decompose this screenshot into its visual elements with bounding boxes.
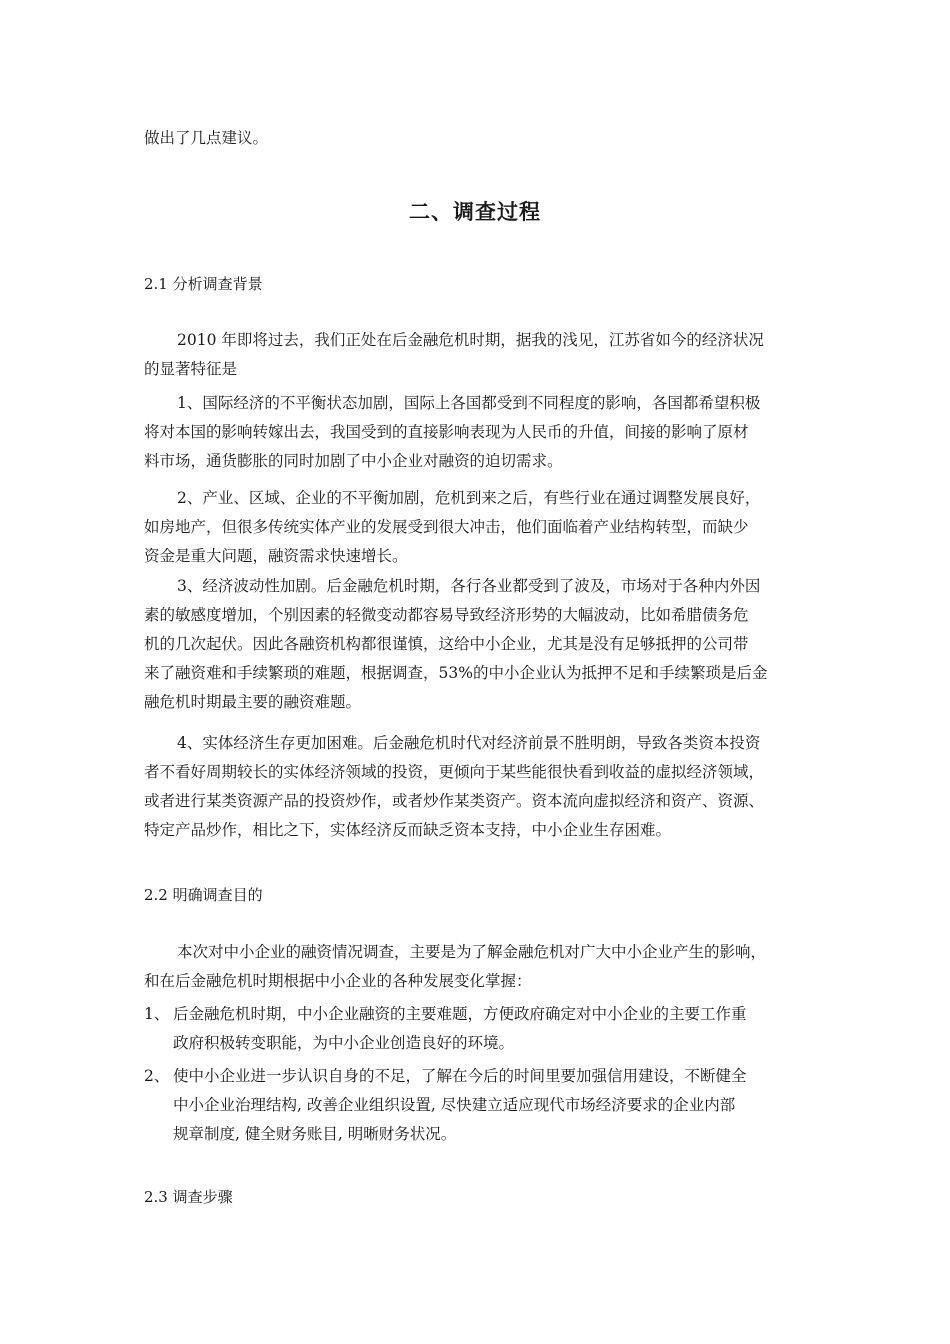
paragraph-line: 使中小企业进一步认识自身的不足，了解在今后的时间里要加强信用建设，不断健全: [173, 1067, 747, 1085]
paragraph-line: 料市场，通货膨胀的同时加剧了中小企业对融资的迫切需求。: [144, 452, 563, 470]
paragraph-line: 或者进行某类资源产品的投资炒作，或者炒作某类资产。资本流向虚拟经济和资产、资源、: [144, 792, 765, 810]
paragraph-line: 后金融危机时期，中小企业融资的主要难题，方便政府确定对中小企业的主要工作重: [173, 1005, 747, 1023]
background-point-4: [144, 729, 820, 845]
list-marker: 2、: [144, 1067, 170, 1085]
list-item: [144, 1062, 820, 1149]
paragraph-line: 2010 年即将过去，我们正处在后金融危机时期，据我的浅见，江苏省如今的经济状况: [177, 331, 764, 349]
background-point-3: [144, 572, 820, 717]
paragraph-line: 规章制度, 健全财务账目, 明晰财务状况。: [173, 1125, 457, 1143]
paragraph-line: 机的几次起伏。因此各融资机构都很谨慎，这给中小企业，尤其是没有足够抵押的公司带: [144, 635, 749, 653]
paragraph-line: 特定产品炒作，相比之下，实体经济反而缺乏资本支持，中小企业生存困难。: [144, 821, 672, 839]
paragraph-line: 2、产业、区域、企业的不平衡加剧，危机到来之后，有些行业在通过调整发展良好，: [177, 489, 761, 507]
subsection-label-2-3: 2.3 调查步骤: [144, 1188, 233, 1206]
paragraph-line: 的显著特征是: [144, 360, 238, 378]
section-title: 二、调查过程: [409, 200, 541, 224]
paragraph-line: 和在后金融危机时期根据中小企业的各种发展变化掌握：: [144, 972, 532, 990]
paragraph-line: 4、实体经济生存更加困难。后金融危机时代对经济前景不胜明朗，导致各类资本投资: [177, 734, 761, 752]
paragraph-line: 融危机时期最主要的融资难题。: [144, 693, 362, 711]
paragraph-line: 3、经济波动性加剧。后金融危机时期，各行各业都受到了波及，市场对于各种内外因: [177, 577, 761, 595]
subsection-label-2-2: 2.2 明确调查目的: [144, 886, 263, 904]
intro-tail-text: 做出了几点建议。: [144, 129, 269, 147]
paragraph-line: 者不看好周期较长的实体经济领域的投资，更倾向于某些能很快看到收益的虚拟经济领域，: [144, 763, 765, 781]
background-point-2: [144, 484, 820, 571]
background-point-1: [144, 389, 820, 476]
paragraph-line: 资金是重大问题，融资需求快速增长。: [144, 547, 408, 565]
paragraph-line: 如房地产，但很多传统实体产业的发展受到很大冲击，他们面临着产业结构转型，而缺少: [144, 518, 749, 536]
paragraph-line: 1、国际经济的不平衡状态加剧，国际上各国都受到不同程度的影响，各国都希望积极: [177, 394, 761, 412]
subsection-label-2-1: 2.1 分析调查背景: [144, 275, 263, 293]
paragraph-line: 素的敏感度增加，个别因素的轻微变动都容易导致经济形势的大幅波动，比如希腊债务危: [144, 606, 749, 624]
purpose-list: [144, 1000, 820, 1149]
list-marker: 1、: [144, 1005, 170, 1023]
paragraph-line: 将对本国的影响转嫁出去，我国受到的直接影响表现为人民币的升值，间接的影响了原材: [144, 423, 749, 441]
paragraph-line: 本次对中小企业的融资情况调查，主要是为了解金融危机对广大中小企业产生的影响，: [177, 943, 767, 961]
paragraph-line: 政府积极转变职能，为中小企业创造良好的环境。: [173, 1034, 515, 1052]
paragraph-line: 来了融资难和手续繁琐的难题，根据调查，53%的中小企业认为抵押不足和手续繁琐是后金: [144, 664, 768, 682]
list-item: [144, 1000, 820, 1058]
paragraph-line: 中小企业治理结构, 改善企业组织设置, 尽快建立适应现代市场经济要求的企业内部: [173, 1096, 736, 1114]
purpose-lead-paragraph: [144, 938, 820, 996]
background-lead-paragraph: [144, 326, 820, 384]
